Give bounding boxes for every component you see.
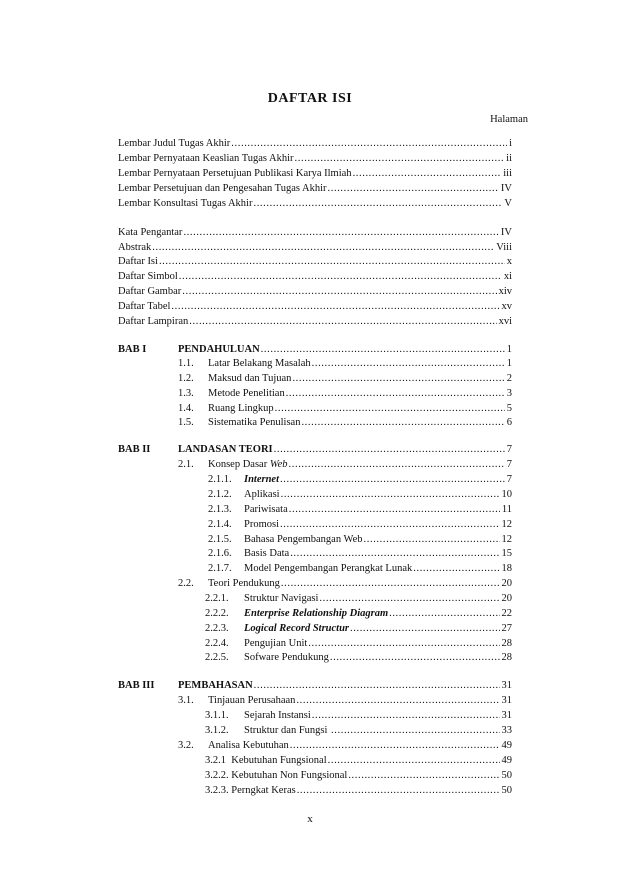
toc-entry-page: xi [503,271,512,282]
toc-entry[interactable] [208,518,512,532]
section-number: 2.1.7. [208,563,232,574]
toc-entry-label: Kata Pengantar [118,227,183,238]
toc-entry-label: Metode Penelitian [208,388,285,399]
section-number: 1.2. [178,373,194,384]
toc-entry[interactable] [118,300,512,314]
toc-entry-page: 28 [501,638,512,649]
toc-entry-label: Latar Belakang Masalah [208,358,311,369]
section-number: 2.2.2. [205,608,229,619]
toc-entry[interactable] [178,402,512,416]
toc-entry[interactable] [178,577,512,591]
toc-entry-label: Lembar Pernyataan Persetujuan Publikasi Karya Ilmiah [118,168,352,179]
toc-entry-page: 28 [501,652,512,663]
section-number: 2.2.5. [205,652,229,663]
toc-entry-label: 3.2.1 Kebutuhan Fungsional [205,755,327,766]
toc-entry[interactable] [205,709,512,723]
section-number: 2.1.5. [208,534,232,545]
toc-entry-page: 49 [501,755,512,766]
toc-entry[interactable] [118,226,512,240]
toc-entry-page: 20 [501,578,512,589]
toc-entry[interactable] [178,458,512,472]
toc-entry-label: Lembar Persetujuan dan Pengesahan Tugas Akhir [118,183,327,194]
section-number: 2.1.1. [208,474,232,485]
toc-entry-label: Sofware Pendukung [244,652,329,663]
toc-entry-label: Daftar Gambar [118,286,182,297]
section-number: 2.2.4. [205,638,229,649]
section-number: 1.3. [178,388,194,399]
toc-entry-page: x [506,256,512,267]
toc-entry-page: V [504,198,512,209]
toc-entry-label: Lembar Judul Tugas Akhir [118,138,231,149]
section-number: 3.1.2. [205,725,229,736]
toc-entry[interactable] [118,241,512,255]
toc-entry-label: Ruang Lingkup [208,403,274,414]
toc-entry-label: 3.2.3. Perngkat Keras [205,785,296,796]
toc-entry[interactable] [178,357,512,371]
chapter-title: PEMBAHASAN [178,680,253,691]
section-number: 1.5. [178,417,194,428]
toc-entry-page: 7 [506,444,512,455]
toc-entry[interactable] [208,562,512,576]
toc-entry-page: 22 [501,608,512,619]
toc-entry-page: 11 [501,504,512,515]
toc-entry[interactable] [205,754,512,768]
toc-entry[interactable] [118,182,512,196]
toc-entry[interactable] [178,372,512,386]
toc-entry-page: 49 [501,740,512,751]
toc-entry-page: 2 [506,373,512,384]
toc-entry-label: Pengujian Unit [244,638,308,649]
section-number: 3.2. [178,740,194,751]
toc-entry-page: 7 [506,474,512,485]
toc-entry-label: 3.2.2. Kebutuhan Non Fungsional [205,770,348,781]
toc-entry-label: Teori Pendukung [208,578,280,589]
toc-entry-page: xv [501,301,512,312]
toc-entry[interactable] [118,285,512,299]
toc-entry-page: 12 [501,534,512,545]
toc-entry-label: Daftar Isi [118,256,158,267]
toc-entry-label: Struktur dan Fungsi [244,725,331,736]
section-number: 2.1.3. [208,504,232,515]
toc-entry[interactable] [178,416,512,430]
toc-entry[interactable] [118,270,512,284]
toc-entry-page: 31 [501,695,512,706]
section-number: 2.2.1. [205,593,229,604]
toc-entry[interactable] [178,694,512,708]
toc-entry-page: 5 [506,403,512,414]
toc-entry-page: 1 [506,344,512,355]
toc-entry[interactable] [118,167,512,181]
toc-entry-page: 31 [501,710,512,721]
chapter-entry[interactable] [178,443,512,457]
section-number: 2.1. [178,459,194,470]
toc-entry-page: 10 [501,489,512,500]
toc-entry-label: Tinjauan Perusahaan [208,695,296,706]
toc-entry[interactable] [208,533,512,547]
toc-entry-page: ii [506,153,512,164]
page-title: DAFTAR ISI [267,91,353,106]
toc-entry-page: 50 [501,785,512,796]
toc-entry[interactable] [205,607,512,621]
toc-entry-label: Lembar Konsultasi Tugas Akhir [118,198,253,209]
toc-entry[interactable] [208,547,512,561]
toc-entry-page: IV [500,183,512,194]
toc-entry[interactable] [205,724,512,738]
section-number: 3.1.1. [205,710,229,721]
toc-entry-page: 50 [501,770,512,781]
toc-entry-page: 6 [506,417,512,428]
toc-entry[interactable] [178,387,512,401]
toc-entry[interactable] [205,622,512,636]
section-number: 2.2. [178,578,194,589]
toc-entry-page: 18 [501,563,512,574]
toc-entry-label: Maksud dan Tujuan [208,373,292,384]
chapter-title: LANDASAN TEORI [178,444,273,455]
toc-entry-label: Enterprise Relationship Diagram [244,608,389,619]
toc-entry-page: 1 [506,358,512,369]
toc-entry-page: 33 [501,725,512,736]
toc-entry[interactable] [118,197,512,211]
toc-entry-label: Abstrak [118,242,152,253]
toc-entry-page: i [509,138,512,149]
toc-entry-page: 27 [501,623,512,634]
toc-entry[interactable] [205,769,512,783]
toc-entry-page: iii [503,168,512,179]
toc-entry-page: 15 [501,548,512,559]
section-number: 3.1. [178,695,194,706]
section-number: 2.1.6. [208,548,232,559]
toc-entry-page: 20 [501,593,512,604]
section-number: 1.4. [178,403,194,414]
toc-entry-label: Daftar Tabel [118,301,171,312]
page-number: x [307,813,313,825]
toc-entry-label: Bahasa Pengembangan Web [244,534,363,545]
toc-entry-label: Daftar Lampiran [118,316,189,327]
toc-entry[interactable] [118,152,512,166]
toc-entry[interactable] [118,255,512,269]
toc-entry-page: 3 [506,388,512,399]
toc-entry-page: 12 [501,519,512,530]
toc-entry-label: Analisa Kebutuhan [208,740,289,751]
toc-entry[interactable] [205,592,512,606]
toc-entry-label: Internet [244,474,280,485]
section-number: 2.2.3. [205,623,229,634]
toc-entry-label: Model Pengembangan Perangkat Lunak [244,563,413,574]
chapter-entry[interactable] [178,679,512,693]
toc-entry[interactable] [118,315,512,329]
toc-entry[interactable] [208,473,512,487]
halaman-label: Halaman [490,114,528,125]
toc-entry-label: Daftar Simbol [118,271,178,282]
chapter-label: BAB I [118,344,147,355]
toc-entry-label: Basis Data [244,548,290,559]
toc-entry-label: Sistematika Penulisan [208,417,301,428]
toc-entry[interactable] [208,488,512,502]
toc-entry[interactable] [205,784,512,798]
toc-entry-page: xvi [498,316,512,327]
toc-entry-page: xiv [498,286,512,297]
toc-entry[interactable] [205,651,512,665]
section-number: 1.1. [178,358,194,369]
toc-entry[interactable] [208,503,512,517]
toc-entry-label: Struktur Navigasi [244,593,319,604]
toc-entry-label: Aplikasi [244,489,280,500]
toc-entry-label: Logical Record Structur [244,623,350,634]
chapter-title: PENDAHULUAN [178,344,260,355]
toc-entry-page: Viii [496,242,512,253]
section-number: 2.1.2. [208,489,232,500]
chapter-label: BAB II [118,444,151,455]
toc-entry-label: Pariwisata [244,504,288,515]
chapter-entry[interactable] [178,343,512,357]
toc-entry-label: Sejarah Instansi [244,710,311,721]
toc-entry[interactable] [205,637,512,651]
section-number: 2.1.4. [208,519,232,530]
toc-entry-page: 31 [501,680,512,691]
toc-entry-page: IV [500,227,512,238]
toc-entry[interactable] [118,137,512,151]
chapter-label: BAB III [118,680,155,691]
toc-entry[interactable] [178,739,512,753]
toc-entry-label: Konsep Dasar Web [208,459,288,470]
toc-entry-page: 7 [506,459,512,470]
toc-entry-label: Promosi [244,519,280,530]
toc-entry-label: Lembar Pernyataan Keaslian Tugas Akhir [118,153,294,164]
